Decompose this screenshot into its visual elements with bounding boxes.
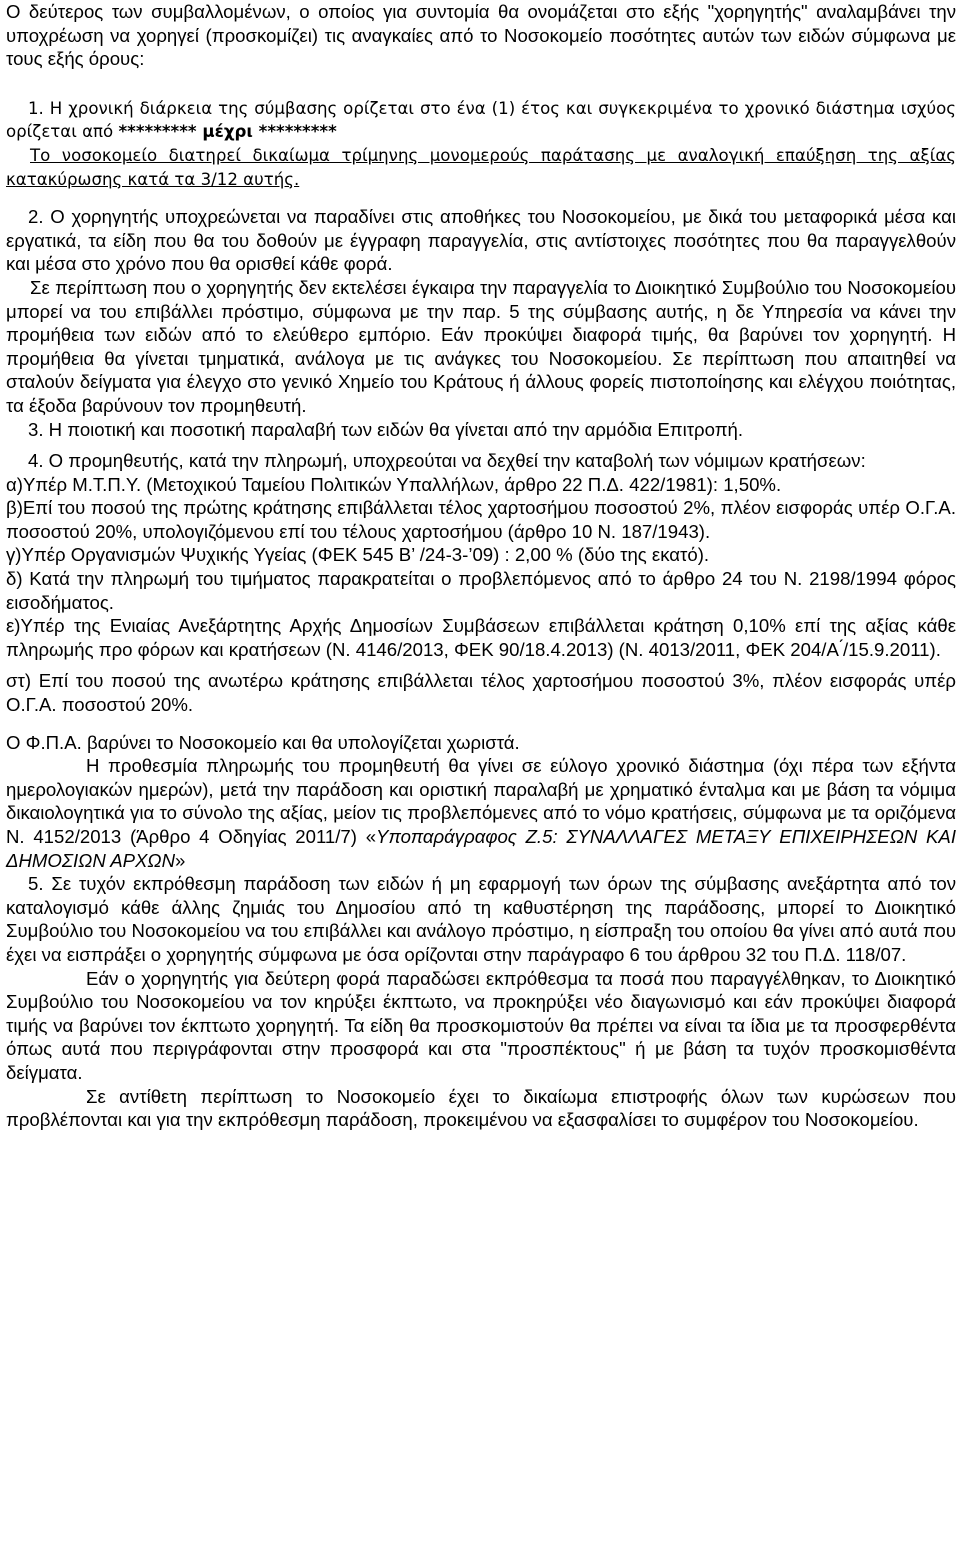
term-1-start-placeholder: ********* xyxy=(118,122,197,142)
intro-paragraph: Ο δεύτερος των συμβαλλομένων, ο οποίος για συντομία θα ονομάζεται στο εξής "χορηγητής" αναλαμβάνει την υποχρέωση να χορηγεί (προσκομίζει) τις αναγκαίες από το Νοσοκομείο ποσότητες αυτών των ειδών σύμφωνα με τους εξής όρους: xyxy=(6,1,956,70)
deduction-delta: δ) Κατά την πληρωμή του τιμήματος παρακρατείται ο προβλεπόμενος από το άρθρο 24 του Ν. 2198/1994 φόρος εισοδήματος. xyxy=(6,568,956,613)
contract-document xyxy=(6,0,956,1132)
term-5-late-delivery: 5. Σε τυχόν εκπρόθεσμη παράδοση των ειδών ή μη εφαρμογή των όρων της σύμβασης ανεξάρτητα από τον καταλογισμό κάθε άλλης ζημιάς του Δημοσίου από τη καθυστέρηση της παράδοσης, μπορεί το Διοικητικό Συμβούλιο του Νοσοκομείου να του επιβάλλει και ανάλογο πρόστιμο, η είσπραξη του οποίου θα γίνει από αυτά που έχει να εισπράξει ο χορηγητής σύμφωνα με όσα ορίζονται στην παράγραφο 6 του άρθρου 32 του Π.Δ. 118/07. xyxy=(6,873,956,965)
term-1-end-placeholder: ********* xyxy=(258,122,337,142)
term-2-delivery: 2. Ο χορηγητής υποχρεώνεται να παραδίνει στις αποθήκες του Νοσοκομείου, με δικά του μεταφορικά μέσα και εργατικά, τα είδη που θα του δοθούν με έγγραφη παραγγελία, στις αντίστοιχες ποσότητες που θα παραγγελθούν και μέσα στο χρόνο που θα ορισθεί κάθε φορά. xyxy=(6,206,956,275)
term-3-receipt: 3. Η ποιοτική και ποσοτική παραλαβή των ειδών θα γίνεται από την αρμόδια Επιτροπή. xyxy=(28,418,744,440)
second-late-delivery: Εάν ο χορηγητής για δεύτερη φορά παραδώσει εκπρόθεσμα τα ποσά που παραγγέλθηκαν, το Διοικητικό Συμβούλιο του Νοσοκομείου να τον κηρύξει έκπτωτο, να προκηρύξει νέο διαγωνισμό και εάν προκύψει διαφορά τιμής να βαρύνει τον έκπτωτο χορηγητή. Τα είδη θα προσκομιστούν θα πρέπει να είναι τα ίδια με τα προσφερθέντα όπως αυτά που περιγράφονται στην προσφορά και στα "προσπέκτους" ή με βάση τα τυχόν προσκομισθέντα δείγματα. xyxy=(6,967,956,1083)
deduction-alpha: α)Υπέρ Μ.Τ.Π.Υ. (Μετοχικού Ταμείου Πολιτικών Υπαλλήλων, άρθρο 22 Π.Δ. 422/1981): 1,50%. xyxy=(6,473,782,495)
term-1-text: 1. Η χρονική διάρκεια της σύμβασης ορίζεται στο ένα (1) έτος και συγκεκριμένα το χρονικό διάστημα ισχύος ορίζεται από xyxy=(6,98,956,142)
deduction-beta: β)Επί του ποσού της πρώτης κράτησης επιβάλλεται τέλος χαρτοσήμου ποσοστού 2%, πλέον εισφοράς υπέρ Ο.Γ.Α. ποσοστού 20%, υπολογιζόμενου επί του τέλους χαρτοσήμου (άρθρο 10 Ν. 187/1943). xyxy=(6,497,956,542)
deduction-gamma: γ)Υπέρ Οργανισμών Ψυχικής Υγείας (ΦΕΚ 545 Β’ /24-3-’09) : 2,00 % (δύο της εκατό). xyxy=(6,544,710,566)
payment-law-reference: Υποπαράγραφος Ζ.5: ΣΥΝΑΛΛΑΓΕΣ ΜΕΤΑΞΥ ΕΠΙΧΕΙΡΗΣΕΩΝ ΚΑΙ ΔΗΜΟΣΙΩΝ ΑΡΧΩΝ xyxy=(6,826,956,871)
term-1 xyxy=(6,97,956,191)
term-1-extension: Το νοσοκομείο διατηρεί δικαίωμα τρίμηνης μονομερούς παράτασης με αναλογική επαύξηση της αξίας κατακύρωσης κατά τα 3/12 αυτής. xyxy=(6,145,956,189)
payment-text: Η προθεσμία πληρωμής του προμηθευτή θα γίνει σε εύλογο χρονικό διάστημα (όχι πέρα των εξήντα ημερολογιακών ημερών), μετά την παράδοση και οριστική παραλαβή με χρηματικό ένταλμα και με βάση τα νόμιμα δικαιολογητικά για το σύνολο της αξίας, μείον τις προβλεπόμενες από το νόμο κρατήσεις, σύμφωνα με τα οριζόμενα Ν. 4152/2013 (Άρθρο 4 Οδηγίας 2011/7) « xyxy=(6,755,956,847)
payment-terms xyxy=(6,754,956,872)
deduction-st: στ) Επί του ποσού της ανωτέρω κράτησης επιβάλλεται τέλος χαρτοσήμου ποσοστού 3%, πλέον εισφοράς υπέρ Ο.Γ.Α. ποσοστού 20%. xyxy=(6,670,956,716)
deduction-epsilon: ε)Υπέρ της Ενιαίας Ανεξάρτητης Αρχής Δημοσίων Συμβάσεων επιβάλλεται κράτηση 0,10% επί της αξίας κάθε πληρωμής προ φόρων και κρατήσεων (Ν. 4146/2013, ΦΕΚ 90/18.4.2013) (Ν. 4013/2011, ΦΕΚ 204/Α ́/15.9.2011). xyxy=(6,615,956,660)
vat-paragraph: Ο Φ.Π.Α. βαρύνει το Νοσοκομείο και θα υπολογίζεται χωριστά. xyxy=(6,731,520,753)
term-1-until: μέχρι xyxy=(196,122,259,142)
term-2-penalty: Σε περίπτωση που ο χορηγητής δεν εκτελέσει έγκαιρα την παραγγελία το Διοικητικό Συμβούλιο του Νοσοκομείου μπορεί να του επιβάλλει πρόστιμο, σύμφωνα με την παρ. 5 της σύμβασης αυτής, η δε Υπηρεσία να κάνει την προμήθεια των ειδών από το ελεύθερο εμπόριο. Εάν προκύψει διαφορά τιμής, θα βαρύνει τον χορηγητή. Η προμήθεια θα γίνεται τμηματικά, ανάλογα με τις ανάγκες του Νοσοκομείου. Σε περίπτωση που απαιτηθεί να σταλούν δείγματα για έλεγχο στο γενικό Χημείο του Κράτους ή άλλους φορείς πιστοποίησης και ελέγχου ποιότητας, τα έξοδα βαρύνουν τον προμηθευτή. xyxy=(6,276,956,416)
contrary-case: Σε αντίθετη περίπτωση το Νοσοκομείο έχει το δικαίωμα επιστροφής όλων των κυρώσεων που προβλέπονται και για την εκπρόθεσμη παράδοση, προκειμένου να εξασφαλίσει το συμφέρον του Νοσοκομείου. xyxy=(6,1085,956,1131)
term-4-deductions: 4. Ο προμηθευτής, κατά την πληρωμή, υποχρεούται να δεχθεί την καταβολή των νόμιμων κρατήσεων: xyxy=(28,450,866,472)
payment-close-quote: » xyxy=(175,849,186,871)
term-1-duration xyxy=(6,97,956,144)
